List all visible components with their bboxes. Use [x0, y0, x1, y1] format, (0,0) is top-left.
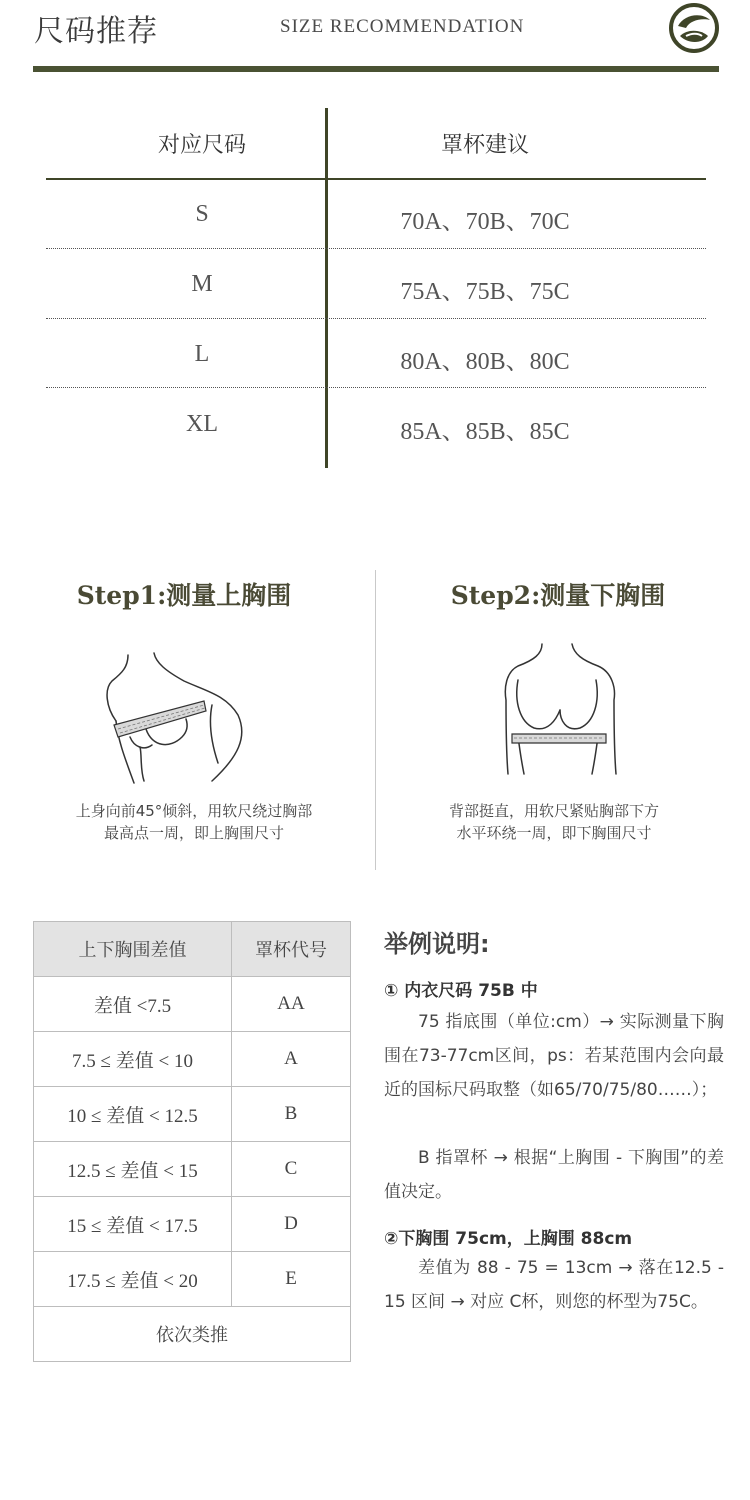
code-cell: D [232, 1197, 351, 1252]
steps-divider [375, 570, 376, 870]
step2-desc [389, 800, 719, 844]
cup-cell-m: 75A、75B、75C [400, 279, 570, 305]
code-col-header: 罩杯代号 [232, 922, 351, 977]
step2-desc-line2: 水平环绕一周，即下胸围尺寸 [456, 824, 652, 842]
diff-cell: 差值 <7.5 [34, 977, 232, 1032]
header-divider [33, 66, 719, 72]
code-cell: C [232, 1142, 351, 1197]
diff-cell: 17.5 ≤ 差值 < 20 [34, 1252, 232, 1307]
size-cell-m: M [191, 271, 213, 297]
cup-cell-l: 80A、80B、80C [400, 349, 570, 375]
row-separator [46, 387, 706, 388]
step1-desc [29, 800, 359, 844]
code-cell: E [232, 1252, 351, 1307]
table-row [34, 1142, 351, 1197]
table-header-row [34, 922, 351, 977]
step1-desc-line2: 最高点一周，即上胸围尺寸 [103, 824, 284, 842]
example-title: 举例说明: [384, 930, 490, 958]
size-cell-s: S [195, 201, 209, 227]
example2-heading: ②下胸围 75cm，上胸围 88cm [384, 1229, 633, 1249]
code-cell: AA [232, 977, 351, 1032]
diff-col-header: 上下胸围差值 [34, 922, 232, 977]
step1-title: Step1:测量上胸围 [76, 581, 292, 610]
table-footer: 依次类推 [34, 1307, 351, 1362]
diff-cell: 15 ≤ 差值 < 17.5 [34, 1197, 232, 1252]
table-row [34, 1087, 351, 1142]
row-separator [46, 248, 706, 249]
size-cell-xl: XL [186, 411, 218, 437]
table-row [34, 1032, 351, 1087]
step2-title: Step2:测量下胸围 [450, 581, 666, 610]
cup-col-header: 罩杯建议 [440, 133, 529, 158]
diff-cell: 7.5 ≤ 差值 < 10 [34, 1032, 232, 1087]
size-cell-l: L [194, 341, 210, 367]
example1-paragraph1: 75 指底围（单位:cm）→ 实际测量下胸围在73-77cm区间，ps：若某范围内会向最近的国标尺码取整（如65/70/75/80……）； [384, 1012, 724, 1100]
under-bust-measure-icon [498, 640, 628, 780]
cup-cell-xl: 85A、85B、85C [400, 419, 570, 445]
step2-desc-line1: 背部挺直，用软尺紧贴胸部下方 [448, 802, 659, 820]
diff-cell: 10 ≤ 差值 < 12.5 [34, 1087, 232, 1142]
table-row [34, 1197, 351, 1252]
table-row [34, 1252, 351, 1307]
cup-cell-s: 70A、70B、70C [400, 209, 570, 235]
page-title-cn: 尺码推荐 [34, 14, 158, 49]
example2-paragraph1: 差值为 88 - 75 = 13cm → 落在12.5 - 15 区间 → 对应 C杯，则您的杯型为75C。 [384, 1258, 724, 1312]
example1-paragraph2: B 指罩杯 → 根据“上胸围 - 下胸围”的差值决定。 [384, 1148, 724, 1202]
size-col-header: 对应尺码 [157, 133, 246, 158]
diff-cell: 12.5 ≤ 差值 < 15 [34, 1142, 232, 1197]
step1-desc-line1: 上身向前45°倾斜，用软尺绕过胸部 [75, 802, 313, 820]
table-footer-row [34, 1307, 351, 1362]
cup-size-table [33, 921, 351, 1362]
page-title-en: SIZE RECOMMENDATION [280, 16, 525, 37]
code-cell: A [232, 1032, 351, 1087]
code-cell: B [232, 1087, 351, 1142]
brand-logo-icon [668, 2, 720, 54]
row-separator [46, 318, 706, 319]
upper-bust-measure-icon [100, 645, 260, 785]
example1-heading: ① 内衣尺码 75B 中 [384, 981, 538, 1001]
size-table-header-rule [46, 178, 706, 180]
table-row [34, 977, 351, 1032]
